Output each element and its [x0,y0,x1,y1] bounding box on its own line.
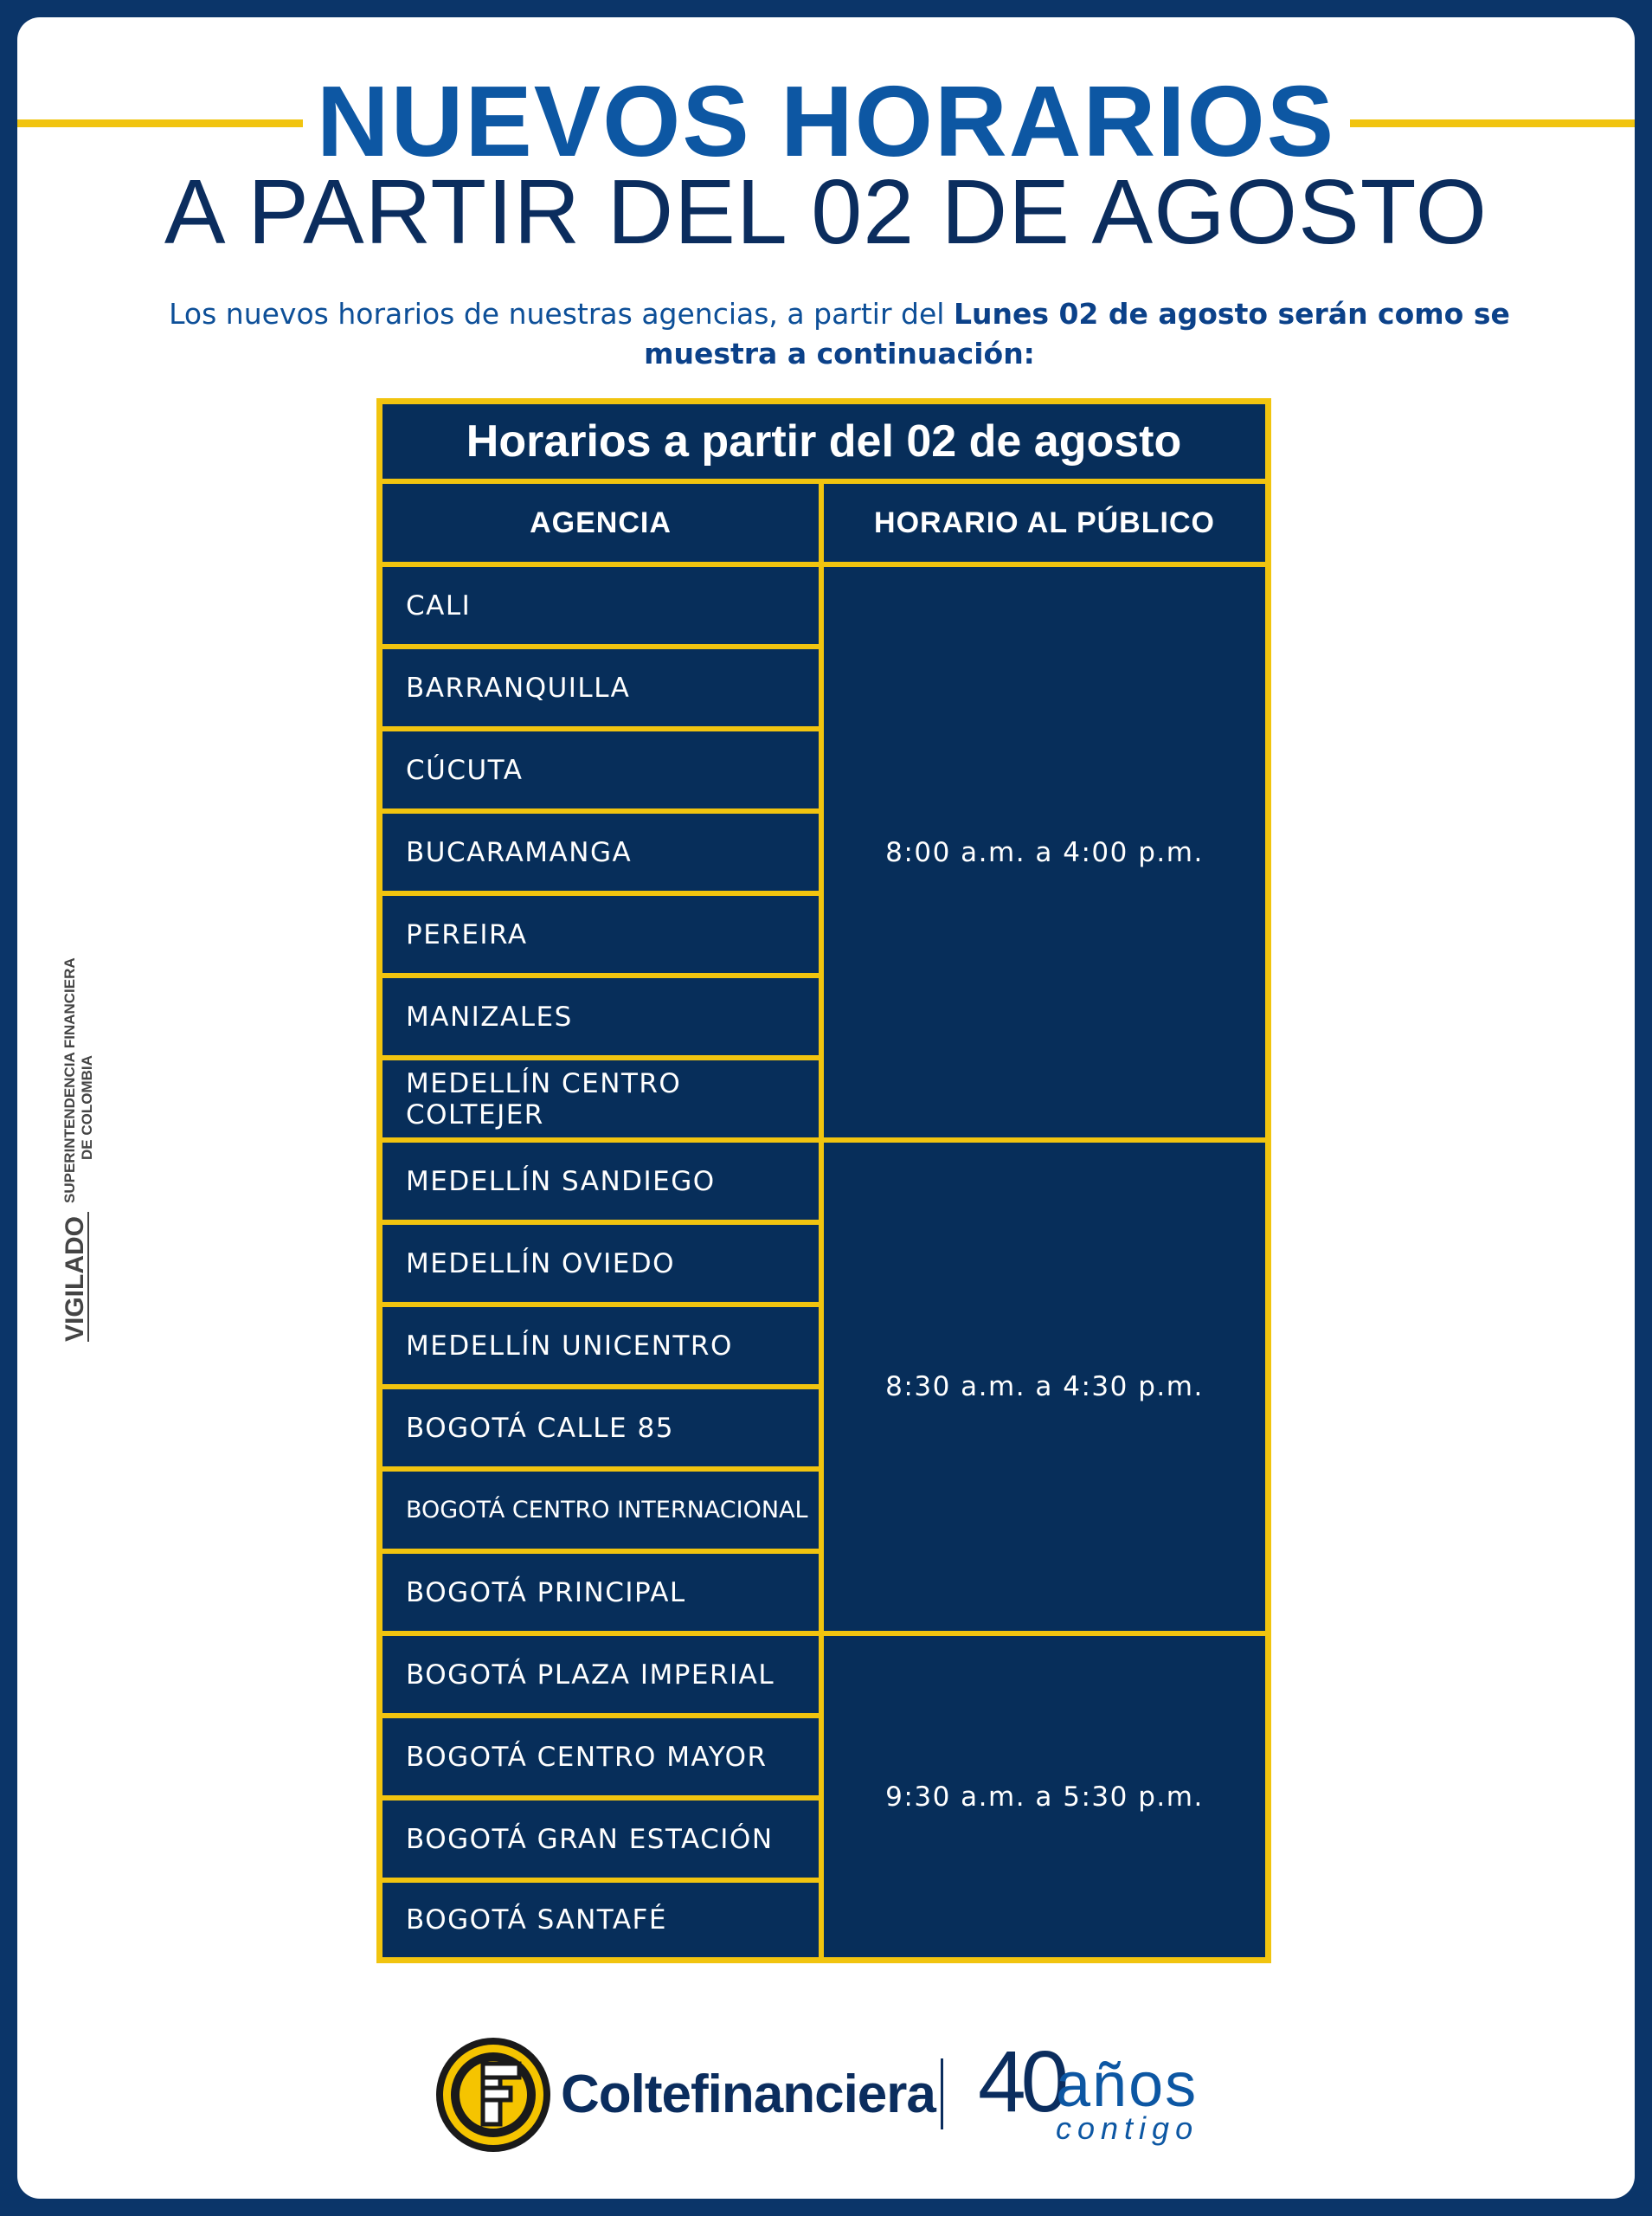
agency-row: CÚCUTA [382,731,819,808]
agency-row: BUCARAMANGA [382,814,819,891]
intro-text [147,294,1532,374]
agency-row: MEDELLÍN UNICENTRO [382,1307,819,1384]
vigilado-mark [52,909,112,1342]
intro-bold: Lunes 02 de agosto serán como se muestra a continuación: [644,297,1510,370]
coltefinanciera-logo-icon [433,2034,554,2155]
page-title: NUEVOS HORARIOS [316,65,1336,177]
schedule-table [376,398,1271,1963]
page-subtitle: A PARTIR DEL 02 DE AGOSTO [164,161,1488,263]
superintendencia-text: SUPERINTENDENCIA FINANCIERA [61,957,78,1203]
agency-row: BOGOTÁ CALLE 85 [382,1389,819,1466]
footer-branding [17,2034,1635,2164]
agency-row: PEREIRA [382,896,819,973]
hours-group-3: 9:30 a.m. a 5:30 p.m. [824,1636,1265,1957]
anniversary-tagline: contigo [1056,2110,1199,2146]
agency-row: BOGOTÁ GRAN ESTACIÓN [382,1800,819,1878]
agency-row: BOGOTÁ PRINCIPAL [382,1554,819,1631]
agency-row: CALI [382,567,819,644]
agency-row: MEDELLÍN OVIEDO [382,1225,819,1302]
poster-card [17,17,1635,2199]
agency-row: MEDELLÍN CENTRO COLTEJER [382,1060,819,1137]
hours-group-1: 8:00 a.m. a 4:00 p.m. [824,567,1265,1137]
header-hours: HORARIO AL PÚBLICO [824,484,1265,562]
anniversary-years: años [1056,2051,1199,2120]
table-title: Horarios a partir del 02 de agosto [382,404,1265,479]
agency-row: BOGOTÁ CENTRO MAYOR [382,1718,819,1795]
agency-row: BOGOTÁ PLAZA IMPERIAL [382,1636,819,1713]
agency-row: MANIZALES [382,978,819,1055]
colombia-text: DE COLOMBIA [79,1055,95,1160]
agency-row: BOGOTÁ SANTAFÉ [382,1883,819,1957]
header-agency: AGENCIA [382,484,819,562]
footer-divider [941,2058,943,2129]
hours-group-2: 8:30 a.m. a 4:30 p.m. [824,1143,1265,1631]
agency-row: BARRANQUILLA [382,649,819,726]
intro-regular: Los nuevos horarios de nuestras agencias, a partir del [169,297,954,331]
agency-row: BOGOTÁ CENTRO INTERNACIONAL [382,1472,819,1549]
agency-row: MEDELLÍN SANDIEGO [382,1143,819,1220]
anniversary-number: 40 [978,2033,1064,2130]
vigilado-text: VIGILADO [61,1215,89,1342]
brand-name: Coltefinanciera [561,2065,935,2124]
